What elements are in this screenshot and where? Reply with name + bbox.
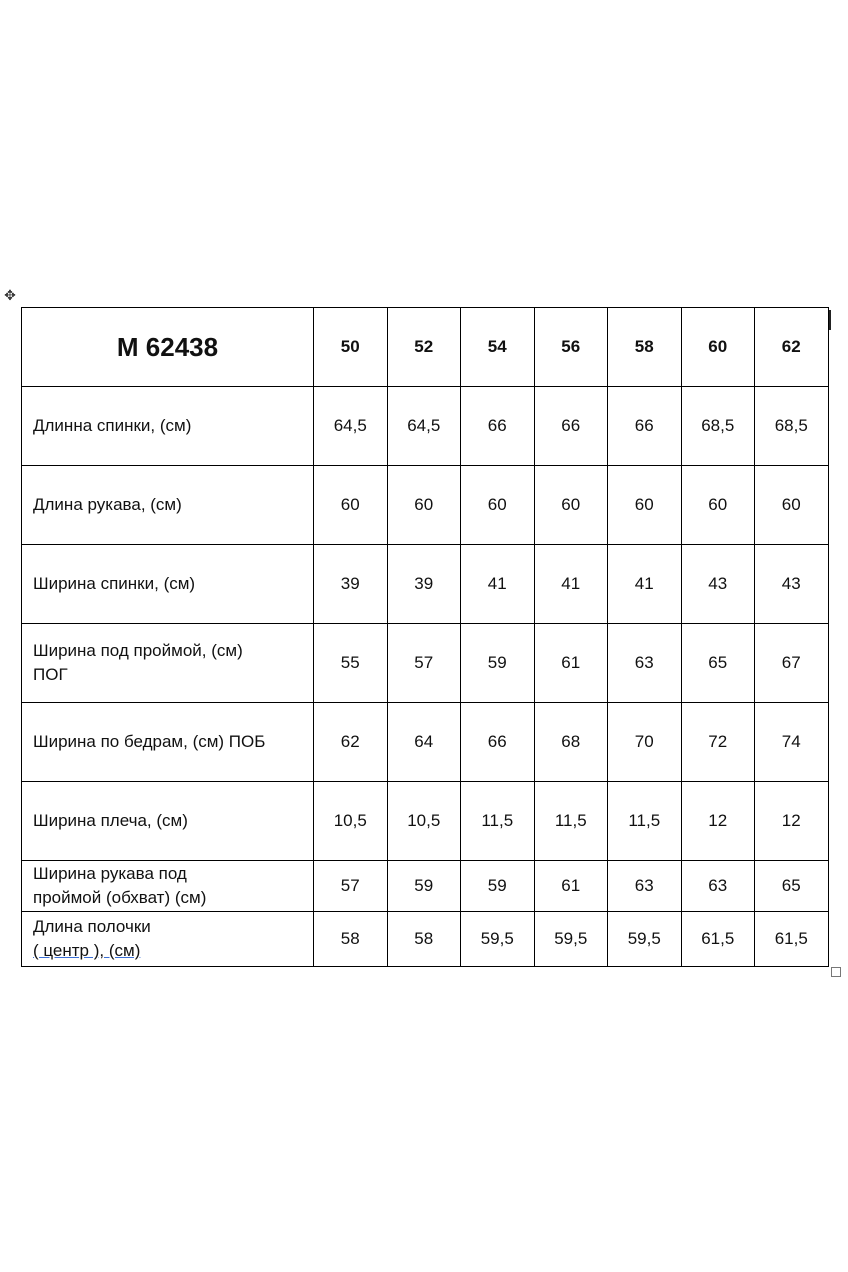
table-cell: 74 — [755, 703, 829, 782]
table-cell: 61 — [534, 624, 608, 703]
table-cell: 11,5 — [461, 782, 535, 861]
row-label-line: Ширина под проймой, (см) — [33, 641, 243, 660]
row-label — [22, 912, 314, 967]
table-cell: 64 — [387, 703, 461, 782]
table-cell: 59,5 — [608, 912, 682, 967]
table-row — [22, 387, 829, 466]
row-label — [22, 466, 314, 545]
header-row — [22, 308, 829, 387]
table-cell: 70 — [608, 703, 682, 782]
table-cell: 65 — [681, 624, 755, 703]
table-cell: 61 — [534, 861, 608, 912]
table-cell: 63 — [608, 861, 682, 912]
table-resize-icon[interactable] — [831, 967, 841, 977]
table-cell: 68 — [534, 703, 608, 782]
table-cell: 72 — [681, 703, 755, 782]
model-number: М 62438 — [22, 308, 314, 387]
row-label — [22, 782, 314, 861]
table-cell: 11,5 — [608, 782, 682, 861]
table-row — [22, 782, 829, 861]
table-cell: 43 — [681, 545, 755, 624]
size-header: 62 — [755, 308, 829, 387]
table-move-icon[interactable]: ✥ — [4, 288, 16, 304]
table-row — [22, 466, 829, 545]
table-cell: 66 — [608, 387, 682, 466]
table-cell: 62 — [314, 703, 388, 782]
table-cell: 68,5 — [755, 387, 829, 466]
row-label-line: ПОГ — [33, 665, 68, 684]
row-label — [22, 624, 314, 703]
row-label — [22, 861, 314, 912]
table-cell: 67 — [755, 624, 829, 703]
table-cell: 55 — [314, 624, 388, 703]
table-cell: 59 — [461, 624, 535, 703]
row-label-line: Ширина плеча, (см) — [33, 811, 188, 830]
size-header: 58 — [608, 308, 682, 387]
table-cell: 66 — [534, 387, 608, 466]
table-cell: 66 — [461, 703, 535, 782]
table-cell: 60 — [534, 466, 608, 545]
table-cell: 59 — [387, 861, 461, 912]
table-cell: 12 — [681, 782, 755, 861]
table-row — [22, 703, 829, 782]
table-cell: 58 — [314, 912, 388, 967]
table-cell: 59,5 — [534, 912, 608, 967]
table-row — [22, 545, 829, 624]
table-cell: 10,5 — [314, 782, 388, 861]
row-label-line: проймой (обхват) (см) — [33, 888, 207, 907]
row-label-line: Ширина спинки, (см) — [33, 574, 196, 593]
table-cell: 41 — [608, 545, 682, 624]
table-cell: 64,5 — [387, 387, 461, 466]
table-cell: 60 — [755, 466, 829, 545]
row-label-line: Длина рукава, (см) — [33, 495, 182, 514]
table-cell: 60 — [314, 466, 388, 545]
row-label-line: Длинна спинки, (см) — [33, 416, 192, 435]
table-cell: 63 — [608, 624, 682, 703]
size-header: 60 — [681, 308, 755, 387]
size-header: 54 — [461, 308, 535, 387]
row-label — [22, 703, 314, 782]
table-cell: 58 — [387, 912, 461, 967]
table-cell: 39 — [387, 545, 461, 624]
size-chart-table — [21, 307, 829, 967]
size-header: 56 — [534, 308, 608, 387]
row-label — [22, 387, 314, 466]
table-cell: 60 — [681, 466, 755, 545]
table-cell: 61,5 — [755, 912, 829, 967]
table-cell: 57 — [314, 861, 388, 912]
table-cell: 60 — [608, 466, 682, 545]
row-label-line: Ширина по бедрам, (см) ПОБ — [33, 732, 266, 751]
table-cell: 60 — [461, 466, 535, 545]
table-cell: 59,5 — [461, 912, 535, 967]
table-cell: 41 — [461, 545, 535, 624]
table-cell: 41 — [534, 545, 608, 624]
table-cell: 65 — [755, 861, 829, 912]
table-cell: 12 — [755, 782, 829, 861]
row-label-line: Длина полочки — [33, 917, 151, 936]
table-cell: 61,5 — [681, 912, 755, 967]
table-cell: 68,5 — [681, 387, 755, 466]
table-cell: 64,5 — [314, 387, 388, 466]
size-header: 52 — [387, 308, 461, 387]
table-cell: 11,5 — [534, 782, 608, 861]
table-row — [22, 624, 829, 703]
table-cell: 39 — [314, 545, 388, 624]
table-cell: 63 — [681, 861, 755, 912]
row-label-line: Ширина рукава под — [33, 864, 187, 883]
table-cell: 43 — [755, 545, 829, 624]
size-header: 50 — [314, 308, 388, 387]
table-cell: 66 — [461, 387, 535, 466]
table-row — [22, 912, 829, 967]
row-label — [22, 545, 314, 624]
table-cell: 10,5 — [387, 782, 461, 861]
text-cursor — [829, 310, 831, 330]
row-label-line: ( центр ), (см) — [33, 941, 141, 960]
table-cell: 60 — [387, 466, 461, 545]
table-cell: 59 — [461, 861, 535, 912]
table-cell: 57 — [387, 624, 461, 703]
table-row — [22, 861, 829, 912]
